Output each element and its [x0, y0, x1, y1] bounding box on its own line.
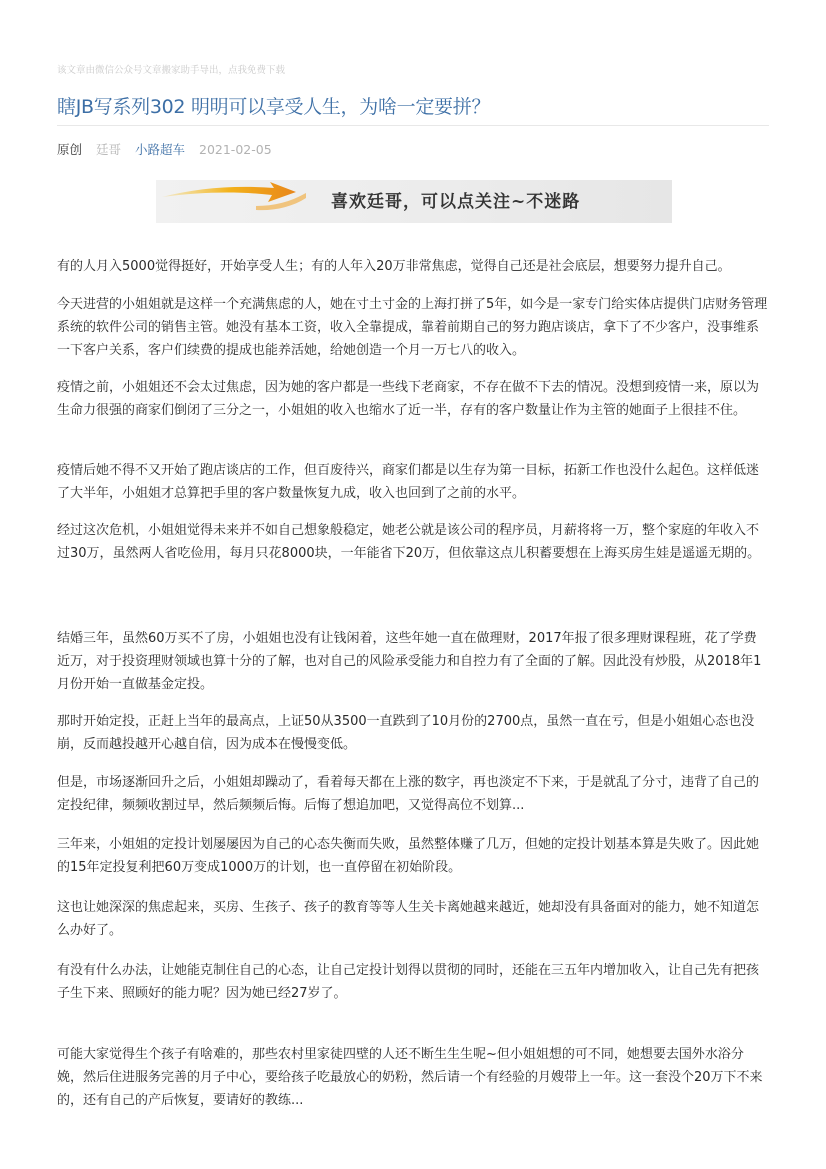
paragraph: 三年来，小姐姐的定投计划屡屡因为自己的心态失衡而失败，虽然整体赚了几万，但她的定投计划基本算是失败了。因此她的15年定投复利把60万变成1000万的计划，也一直停留在初始阶段。 [57, 837, 760, 875]
paragraph: 这也让她深深的焦虑起来，买房、生孩子、孩子的教育等等人生关卡离她越来越近，她却没有具备面对的能力，她不知道怎么办好了。 [57, 900, 760, 938]
paragraph: 疫情之前，小姐姐还不会太过焦虑，因为她的客户都是一些线下老商家，不存在做不下去的情况。没想到疫情一来，原以为生命力很强的商家们倒闭了三分之一，小姐姐的收入也缩水了近一半，存有的客户数量让作为主管的她面子上很挂不住。 [57, 380, 760, 418]
article-meta [57, 140, 282, 158]
original-label: 原创 [57, 142, 83, 157]
follow-banner [156, 180, 672, 223]
account-link[interactable]: 小路超车 [135, 142, 186, 157]
publish-date: 2021-02-05 [199, 142, 272, 157]
author-name: 廷哥 [96, 142, 122, 157]
paragraph: 结婚三年，虽然60万买不了房，小姐姐也没有让钱闲着，这些年她一直在做理财，2017年报了很多理财课程班，花了学费近万，对于投资理财领域也算十分的了解，也对自己的风险承受能力和自控力有了全面的了解。因此没有炒股，从2018年1月份开始一直做基金定投。 [57, 631, 762, 692]
arrow-icon [156, 180, 356, 223]
article-title: 瞎JB写系列302 明明可以享受人生，为啥一定要拼？ [57, 96, 491, 118]
paragraph: 有没有什么办法，让她能克制住自己的心态，让自己定投计划得以贯彻的同时，还能在三五年内增加收入，让自己先有把孩子生下来、照顾好的能力呢？因为她已经27岁了。 [57, 963, 760, 1001]
banner-text: 喜欢廷哥，可以点关注~不迷路 [331, 192, 581, 212]
title-divider [57, 125, 769, 126]
paragraph: 可能大家觉得生个孩子有啥难的，那些农村里家徒四壁的人还不断生生生呢~但小姐姐想的可不同，她想要去国外水浴分娩，然后住进服务完善的月子中心，要给孩子吃最放心的奶粉，然后请一个有经验的月嫂带上一年。这一套没个20万下不来的，还有自己的产后恢复，要请好的教练... [57, 1047, 763, 1108]
paragraph: 经过这次危机，小姐姐觉得未来并不如自己想象般稳定，她老公就是该公司的程序员，月薪将将一万，整个家庭的年收入不过30万，虽然两人省吃俭用，每月只花8000块，一年能省下20万，但依靠这点儿积蓄要想在上海买房生娃是遥遥无期的。 [57, 523, 761, 561]
export-notice-link[interactable]: 该文章由微信公众号文章搬家助手导出，点我免费下载 [57, 65, 286, 76]
paragraph: 疫情后她不得不又开始了跑店谈店的工作，但百废待兴，商家们都是以生存为第一目标，拓新工作也没什么起色。这样低迷了大半年，小姐姐才总算把手里的客户数量恢复九成，收入也回到了之前的水平。 [57, 463, 760, 501]
paragraph: 但是，市场逐渐回升之后，小姐姐却躁动了，看着每天都在上涨的数字，再也淡定不下来，于是就乱了分寸，违背了自己的定投纪律，频频收割过早，然后频频后悔。后悔了想追加吧，又觉得高位不划算... [57, 775, 760, 813]
paragraph: 今天进营的小姐姐就是这样一个充满焦虑的人，她在寸土寸金的上海打拼了5年，如今是一家专门给实体店提供门店财务管理系统的软件公司的销售主管。她没有基本工资，收入全靠提成，靠着前期自己的努力跑店谈店，拿下了不少客户，没事维系一下客户关系，客户们续费的提成也能养活她，给她创造一个月一万七八的收入。 [57, 297, 768, 358]
paragraph: 有的人月入5000觉得挺好，开始享受人生；有的人年入20万非常焦虑，觉得自己还是社会底层，想要努力提升自己。 [57, 259, 731, 274]
paragraph: 那时开始定投，正赶上当年的最高点，上证50从3500一直跌到了10月份的2700点，虽然一直在亏，但是小姐姐心态也没崩，反而越投越开心越自信，因为成本在慢慢变低。 [57, 714, 755, 752]
